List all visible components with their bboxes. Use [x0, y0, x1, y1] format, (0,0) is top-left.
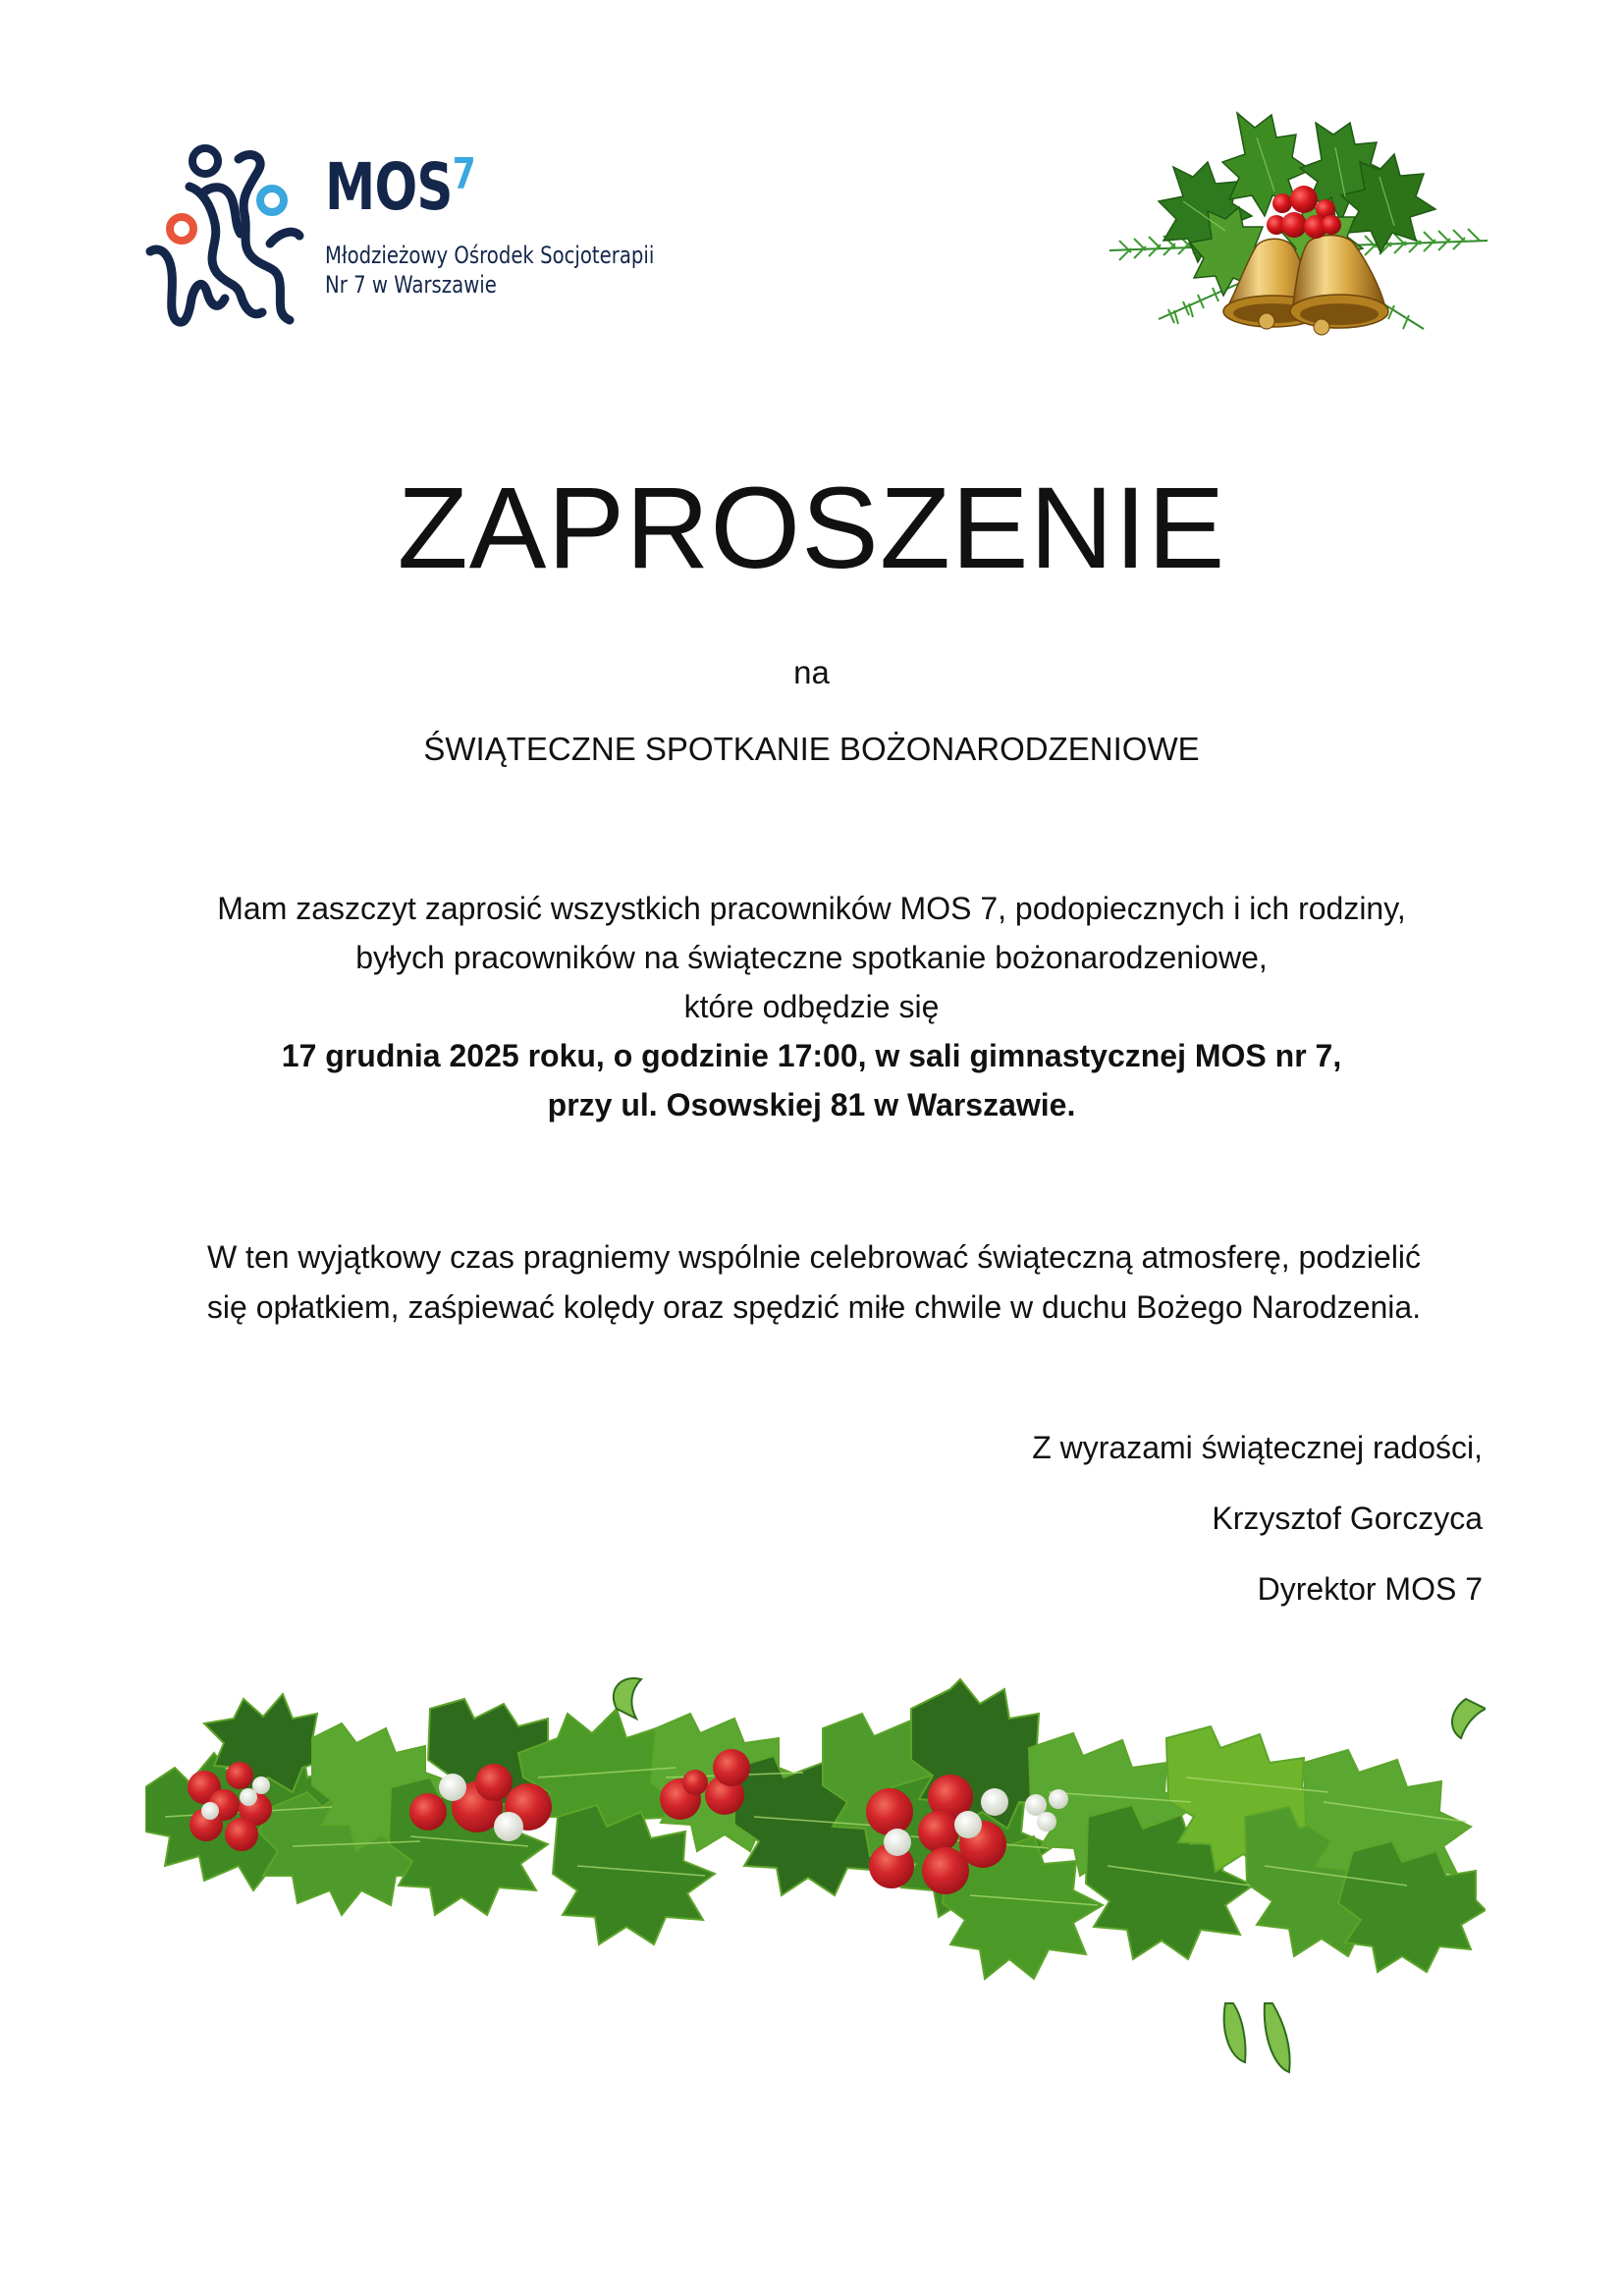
mos7-logo [142, 136, 663, 332]
invitation-line-1: Mam zaszczyt zaprosić wszystkich pracowników MOS 7, podopiecznych i ich rodziny, [217, 891, 1406, 926]
logo-name: MOS$^7$ [325, 149, 475, 225]
celebration-paragraph [145, 1232, 1483, 1333]
holly-garland-icon [145, 1669, 1486, 2082]
invitation-line-2: byłych pracowników na świąteczne spotkanie bożonarodzeniowe, [355, 940, 1268, 975]
event-name: ŚWIĄTECZNE SPOTKANIE BOŻONARODZENIOWE [423, 731, 1200, 767]
page-title: ZAPROSZENIE [397, 464, 1226, 593]
celebration-line-1: W ten wyjątkowy czas pragniemy wspólnie celebrować świąteczną atmosferę, podzielić [206, 1239, 1422, 1275]
logo-subtitle-line2: Nr 7 w Warszawie [325, 271, 497, 299]
logo-superscript: 7 [452, 149, 475, 199]
signoff-name: Krzysztof Gorczyca [1212, 1501, 1483, 1536]
logo-head-navy-icon [192, 148, 218, 174]
christmas-bells-holly-icon [1100, 93, 1492, 354]
logo-head-blue-icon [260, 189, 284, 212]
invitation-line-3: które odbędzie się [683, 989, 940, 1024]
invitation-paragraph [0, 884, 1623, 1129]
logo-figures-icon [142, 136, 309, 332]
celebration-line-2: się opłatkiem, zaśpiewać kolędy oraz spędzić miłe chwile w duchu Bożego Narodzenia. [206, 1289, 1422, 1325]
logo-subtitle-line1: Młodzieżowy Ośrodek Socjoterapii [325, 242, 655, 269]
signoff-closing: Z wyrazami świątecznej radości, [1032, 1430, 1483, 1465]
logo-head-orange-icon [170, 217, 193, 241]
title-preposition: na [793, 654, 830, 690]
signoff-role: Dyrektor MOS 7 [1257, 1571, 1483, 1607]
event-address: przy ul. Osowskiej 81 w Warszawie. [547, 1087, 1076, 1122]
event-date-time-place: 17 grudnia 2025 roku, o godzinie 17:00, w sali gimnastycznej MOS nr 7, [281, 1038, 1342, 1073]
bell-right-icon [1290, 236, 1388, 336]
